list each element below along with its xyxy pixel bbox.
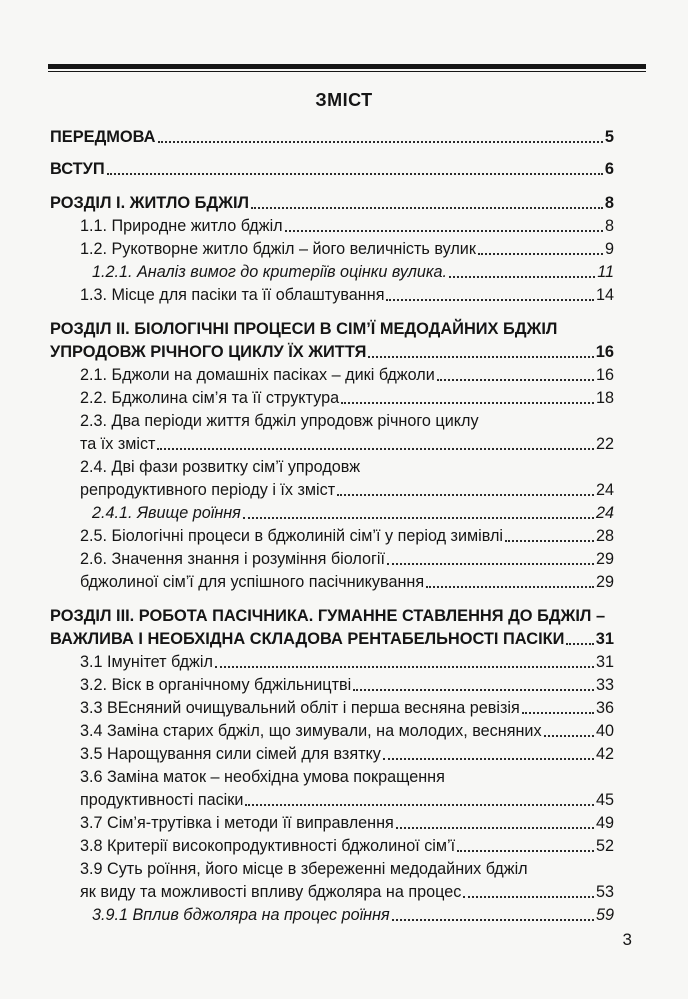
toc-entry[interactable]: РОЗДІЛ І. ЖИТЛО БДЖІЛ 8 (50, 194, 614, 212)
page-number: 3 (622, 930, 632, 949)
toc-entry[interactable]: 2.6. Значення знання і розуміння біології 29 (80, 550, 614, 568)
toc-entry[interactable]: 2.5. Біологічні процеси в бджолиній сім’ї у період зимівлі 28 (80, 527, 614, 545)
toc-entry[interactable]: та їх зміст 22 (80, 435, 614, 453)
toc-entry[interactable]: 3.3 ВЕсняний очищувальний облiт і перша весняна ревізія 36 (80, 699, 614, 717)
toc-entry[interactable]: 2.4. Дві фази розвитку сім’ї упродовж (80, 458, 361, 476)
toc-entry[interactable]: 2.4.1. Явище роїння 24 (92, 504, 614, 522)
toc-entry[interactable]: ПЕРЕДМОВА 5 (50, 128, 614, 146)
toc-entry[interactable]: бджолиної сім’ї для успішного пасічникування 29 (80, 573, 614, 591)
toc-entry[interactable]: ВСТУП 6 (50, 160, 614, 178)
toc-entry[interactable]: 1.3. Місце для пасіки та її облаштування 14 (80, 286, 614, 304)
header-rule-thick (48, 64, 646, 69)
toc-entry[interactable]: 3.9.1 Вплив бджоляра на процес роїння 59 (92, 906, 614, 924)
toc-entry[interactable]: 3.9 Суть роїння, його місце в збереженні медодайних бджіл (80, 860, 528, 878)
toc-entry[interactable]: 2.1. Бджоли на домашніх пасіках – дикі бджоли 16 (80, 366, 614, 384)
toc-entry[interactable]: 3.7 Сім’я-трутівка і методи її виправлення 49 (80, 814, 614, 832)
toc-entry[interactable]: 1.2.1. Аналіз вимог до критеріїв оцінки вулика. 11 (92, 263, 614, 281)
toc-entry[interactable]: УПРОДОВЖ РІЧНОГО ЦИКЛУ ЇХ ЖИТТЯ 16 (50, 343, 614, 361)
toc-entry[interactable]: 2.2. Бджолина сім’я та її структура 18 (80, 389, 614, 407)
toc-entry[interactable]: як виду та можливості впливу бджоляра на процес 53 (80, 883, 614, 901)
toc-entry[interactable]: репродуктивного періоду і їх зміст 24 (80, 481, 614, 499)
toc-entry[interactable]: РОЗДІЛ ІІ. БІОЛОГІЧНІ ПРОЦЕСИ В СІМ’Ї МЕДОДАЙНИХ БДЖІЛ (50, 320, 558, 338)
toc-title: ЗМІСТ (315, 90, 373, 110)
toc-entry[interactable]: 2.3. Два періоди життя бджіл упродовж річного циклу (80, 412, 479, 430)
toc-entry[interactable]: 3.6 Заміна маток – необхідна умова покращення (80, 768, 445, 786)
toc-entry[interactable]: 3.1 Імунітет бджіл 31 (80, 653, 614, 671)
toc-entry[interactable]: 1.1. Природне житло бджіл 8 (80, 217, 614, 235)
toc-entry[interactable]: продуктивності пасіки 45 (80, 791, 614, 809)
header-rule-thin (48, 71, 646, 72)
toc-entry[interactable]: 3.4 Заміна старих бджіл, що зимували, на молодих, весняних 40 (80, 722, 614, 740)
toc-entry[interactable]: 3.2. Віск в органічному бджільництві 33 (80, 676, 614, 694)
toc-entry[interactable]: 3.8 Критерії високопродуктивності бджолиної сім’ї 52 (80, 837, 614, 855)
toc-entry[interactable]: 1.2. Рукотворне житло бджіл – його величність вулик 9 (80, 240, 614, 258)
toc-entry[interactable]: 3.5 Нарощування сили сімей для взятку 42 (80, 745, 614, 763)
toc-entry[interactable]: РОЗДІЛ ІІІ. РОБОТА ПАСІЧНИКА. ГУМАННЕ СТАВЛЕННЯ ДО БДЖІЛ – (50, 607, 606, 625)
toc-entry[interactable]: ВАЖЛИВА І НЕОБХІДНА СКЛАДОВА РЕНТАБЕЛЬНОСТІ ПАСІКИ 31 (50, 630, 614, 648)
